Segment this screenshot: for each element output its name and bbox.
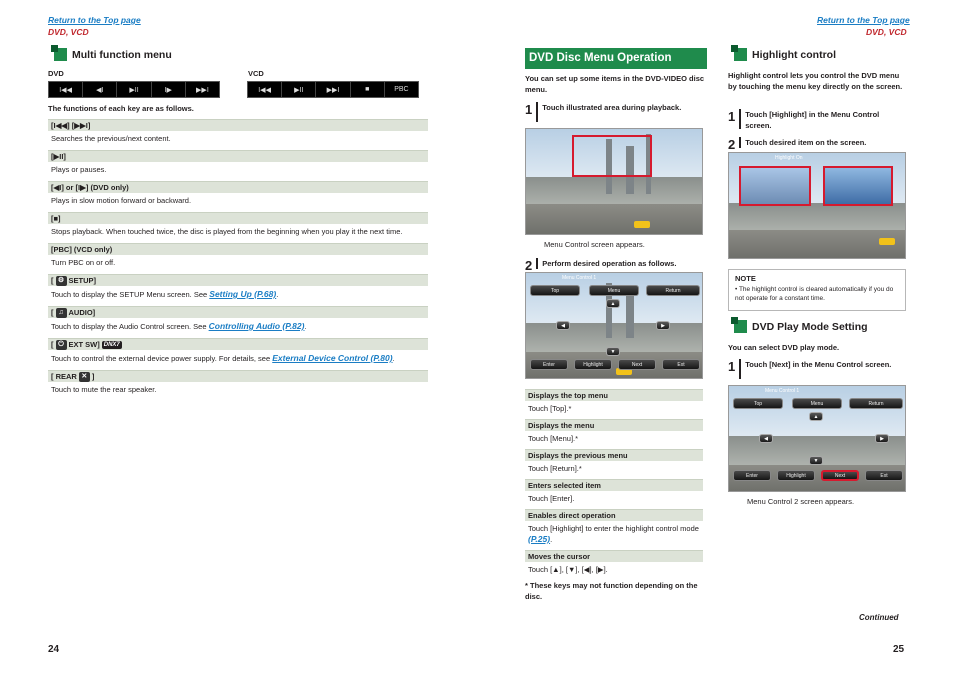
hl-step-1 bbox=[728, 109, 905, 131]
enter-button[interactable]: Enter bbox=[733, 470, 771, 481]
step-number: 1 bbox=[728, 359, 736, 374]
step1-caption: Menu Control screen appears. bbox=[544, 240, 645, 249]
return-button[interactable]: Return bbox=[646, 285, 700, 296]
prev-next-button[interactable]: I◀◀ bbox=[49, 82, 83, 97]
key-desc: Touch to display the SETUP Menu screen. See Setting Up (P.68). bbox=[51, 289, 279, 299]
key-desc: Plays in slow motion forward or backward. bbox=[51, 196, 192, 205]
note-box bbox=[728, 269, 906, 311]
screen-title: Menu Control 1 bbox=[562, 275, 597, 281]
functions-heading: The functions of each key are as follows. bbox=[48, 104, 194, 113]
section-title: Highlight control bbox=[752, 48, 836, 61]
cursor-left-button[interactable]: ◀ bbox=[759, 434, 773, 443]
highlight-button[interactable]: Highlight bbox=[777, 470, 815, 481]
step-text: Touch [Highlight] in the Menu Control screen. bbox=[745, 110, 880, 130]
step-1 bbox=[525, 102, 692, 122]
controlling-audio-link[interactable]: Controlling Audio (P.82) bbox=[208, 321, 305, 331]
menu-control-screenshot bbox=[525, 272, 703, 379]
dvd-label: DVD bbox=[48, 69, 64, 78]
key-row: [PBC] (VCD only) bbox=[48, 243, 428, 255]
step-text: Perform desired operation as follows. bbox=[542, 259, 677, 268]
cursor-down-button[interactable]: ▼ bbox=[606, 347, 620, 356]
key-name: EXT SW] bbox=[68, 339, 100, 349]
slow-backward-button[interactable]: ◀I bbox=[83, 82, 117, 97]
playback-screenshot[interactable] bbox=[525, 128, 703, 235]
section-heading-play-mode bbox=[734, 320, 868, 333]
key-bracket: [ bbox=[51, 275, 54, 285]
key-desc: Turn PBC on or off. bbox=[51, 258, 116, 267]
breadcrumb: DVD, VCD bbox=[48, 27, 89, 37]
cursor-left-button[interactable]: ◀ bbox=[556, 321, 570, 330]
hl-step-2 bbox=[728, 137, 866, 152]
highlight-intro: Highlight control lets you control the DVD menu by touching the menu key directly on the screen. bbox=[728, 71, 903, 91]
step-number: 2 bbox=[525, 258, 533, 273]
op-heading: Displays the previous menu bbox=[525, 449, 703, 461]
setup-icon: ⚙ bbox=[56, 276, 67, 286]
top-page-link[interactable]: Return to the Top page bbox=[48, 15, 141, 25]
top-button[interactable]: Top bbox=[530, 285, 580, 296]
key-row: [▶II] bbox=[48, 150, 428, 162]
highlight-screenshot bbox=[728, 152, 906, 259]
ext-switch-icon: ⏻ bbox=[56, 340, 67, 350]
op-heading: Enables direct operation bbox=[525, 509, 703, 521]
step-divider bbox=[739, 109, 741, 129]
pm-step-1 bbox=[728, 359, 905, 379]
cursor-down-button[interactable]: ▼ bbox=[809, 456, 823, 465]
key-bracket: [ bbox=[51, 339, 54, 349]
step-text: Touch [Next] in the Menu Control screen. bbox=[745, 360, 892, 369]
section-title: Multi function menu bbox=[72, 48, 172, 61]
step-divider bbox=[536, 102, 538, 122]
key-row-audio bbox=[48, 306, 428, 318]
section-title: DVD Play Mode Setting bbox=[752, 320, 868, 333]
step-divider bbox=[739, 137, 741, 148]
key-desc: Searches the previous/next content. bbox=[51, 134, 171, 143]
step-text: Touch illustrated area during playback. bbox=[542, 103, 682, 112]
key-row-rear bbox=[48, 370, 428, 382]
key-bracket: [ REAR bbox=[51, 371, 77, 381]
key-desc: Touch to mute the rear speaker. bbox=[51, 385, 157, 394]
mute-speaker-icon: ✕ bbox=[79, 372, 90, 382]
ext-button[interactable]: Ext bbox=[865, 470, 903, 481]
slow-forward-button[interactable]: I▶ bbox=[152, 82, 186, 97]
cursor-up-button[interactable]: ▲ bbox=[809, 412, 823, 421]
op-heading: Displays the top menu bbox=[525, 389, 703, 401]
key-row: [◀I] or [I▶] (DVD only) bbox=[48, 181, 428, 193]
note-title: NOTE bbox=[735, 274, 756, 283]
step-number: 1 bbox=[525, 102, 533, 117]
section-marker-icon bbox=[734, 48, 747, 61]
key-row: [I◀◀] [▶▶I] bbox=[48, 119, 428, 131]
step-text: Touch desired item on the screen. bbox=[745, 138, 867, 147]
ext-button[interactable]: Ext bbox=[662, 359, 700, 370]
key-bracket: [ bbox=[51, 307, 54, 317]
next-button[interactable]: ▶▶I bbox=[316, 82, 350, 97]
menu-button[interactable]: Menu bbox=[792, 398, 842, 409]
next-button[interactable]: Next bbox=[821, 470, 859, 481]
key-desc: Touch to display the Audio Control screen. See Controlling Audio (P.82). bbox=[51, 321, 307, 331]
next-button[interactable]: ▶▶I bbox=[196, 86, 209, 94]
highlight-item-2[interactable] bbox=[823, 166, 893, 206]
step-number: 2 bbox=[728, 137, 736, 152]
key-desc: Plays or pauses. bbox=[51, 165, 107, 174]
op-desc: Touch [Highlight] to enter the highlight control mode (P.25). bbox=[528, 524, 699, 544]
op-desc: Touch [Enter]. bbox=[528, 494, 575, 503]
play-mode-caption: Menu Control 2 screen appears. bbox=[747, 497, 855, 506]
key-name: AUDIO] bbox=[68, 307, 96, 317]
step-2 bbox=[525, 258, 676, 273]
play-pause-button[interactable]: ▶II bbox=[117, 82, 151, 97]
setting-up-link[interactable]: Setting Up (P.68) bbox=[209, 289, 277, 299]
audio-icon: ♫ bbox=[56, 308, 67, 318]
vcd-label: VCD bbox=[248, 69, 264, 78]
top-page-link[interactable]: Return to the Top page bbox=[817, 15, 910, 25]
menu-control-next-screenshot bbox=[728, 385, 906, 492]
intro-text: You can set up some items in the DVD-VIDEO disc menu. bbox=[525, 74, 705, 94]
dvd-disc-menu-title: DVD Disc Menu Operation bbox=[525, 48, 707, 69]
highlight-item-1[interactable] bbox=[739, 166, 811, 206]
footnote: * These keys may not function depending on the disc. bbox=[525, 581, 698, 601]
screen-title: Highlight On bbox=[775, 155, 803, 161]
op-heading: Displays the menu bbox=[525, 419, 703, 431]
page-number: 24 bbox=[48, 644, 60, 655]
stop-button[interactable]: ■ bbox=[351, 82, 385, 97]
key-bracket: ] bbox=[91, 371, 95, 381]
key-desc: Stops playback. When touched twice, the disc is played from the beginning when you play it the next time. bbox=[51, 227, 403, 236]
cursor-right-button[interactable]: ▶ bbox=[656, 321, 670, 330]
section-marker-icon bbox=[734, 320, 747, 333]
step-divider bbox=[739, 359, 741, 379]
screen-title: Menu Control 1 bbox=[765, 388, 800, 394]
continued-label: Continued bbox=[859, 613, 899, 622]
top-button[interactable]: Top bbox=[733, 398, 783, 409]
op-heading: Enters selected item bbox=[525, 479, 703, 491]
operations-list bbox=[525, 389, 703, 580]
vcd-button-strip bbox=[247, 81, 419, 98]
section-marker-icon bbox=[54, 48, 67, 61]
note-text: • The highlight control is cleared automatically if you do not operate for a constant time. bbox=[735, 286, 894, 302]
op-heading: Moves the cursor bbox=[525, 550, 703, 562]
highlight-page-link[interactable]: (P.25) bbox=[528, 534, 551, 544]
op-desc: Touch [▲], [▼], [◀], [▶]. bbox=[528, 565, 608, 574]
step-divider bbox=[536, 258, 538, 269]
cursor-up-button[interactable]: ▲ bbox=[606, 299, 620, 308]
breadcrumb: DVD, VCD bbox=[866, 27, 907, 37]
key-name: SETUP] bbox=[68, 275, 97, 285]
cursor-right-button[interactable]: ▶ bbox=[875, 434, 889, 443]
dvd-button-strip bbox=[48, 81, 220, 98]
model-badge: DNX7 bbox=[103, 341, 120, 348]
play-pause-button[interactable]: ▶II bbox=[282, 82, 316, 97]
key-row-setup bbox=[48, 274, 428, 286]
op-desc: Touch [Return].* bbox=[528, 464, 582, 473]
key-function-list bbox=[48, 119, 428, 401]
page-number: 25 bbox=[893, 644, 905, 655]
menu-button[interactable]: Menu bbox=[589, 285, 639, 296]
touch-area-highlight[interactable] bbox=[572, 135, 652, 177]
prev-button[interactable]: I◀◀ bbox=[248, 82, 282, 97]
play-mode-intro: You can select DVD play mode. bbox=[728, 343, 840, 352]
section-heading-multi-function bbox=[54, 48, 172, 61]
section-heading-highlight bbox=[734, 48, 836, 61]
op-desc: Touch [Top].* bbox=[528, 404, 572, 413]
external-device-link[interactable]: External Device Control (P.80) bbox=[272, 353, 393, 363]
pbc-button[interactable]: PBC bbox=[394, 86, 409, 93]
op-desc: Touch [Menu].* bbox=[528, 434, 579, 443]
key-row-ext-sw bbox=[48, 338, 428, 350]
enter-button[interactable]: Enter bbox=[530, 359, 568, 370]
highlight-button[interactable]: Highlight bbox=[574, 359, 612, 370]
step-number: 1 bbox=[728, 109, 736, 124]
key-row: [■] bbox=[48, 212, 428, 224]
key-desc: Touch to control the external device power supply. For details, see External Device Control (P.80). bbox=[51, 353, 395, 363]
next-button[interactable]: Next bbox=[618, 359, 656, 370]
return-button[interactable]: Return bbox=[849, 398, 903, 409]
